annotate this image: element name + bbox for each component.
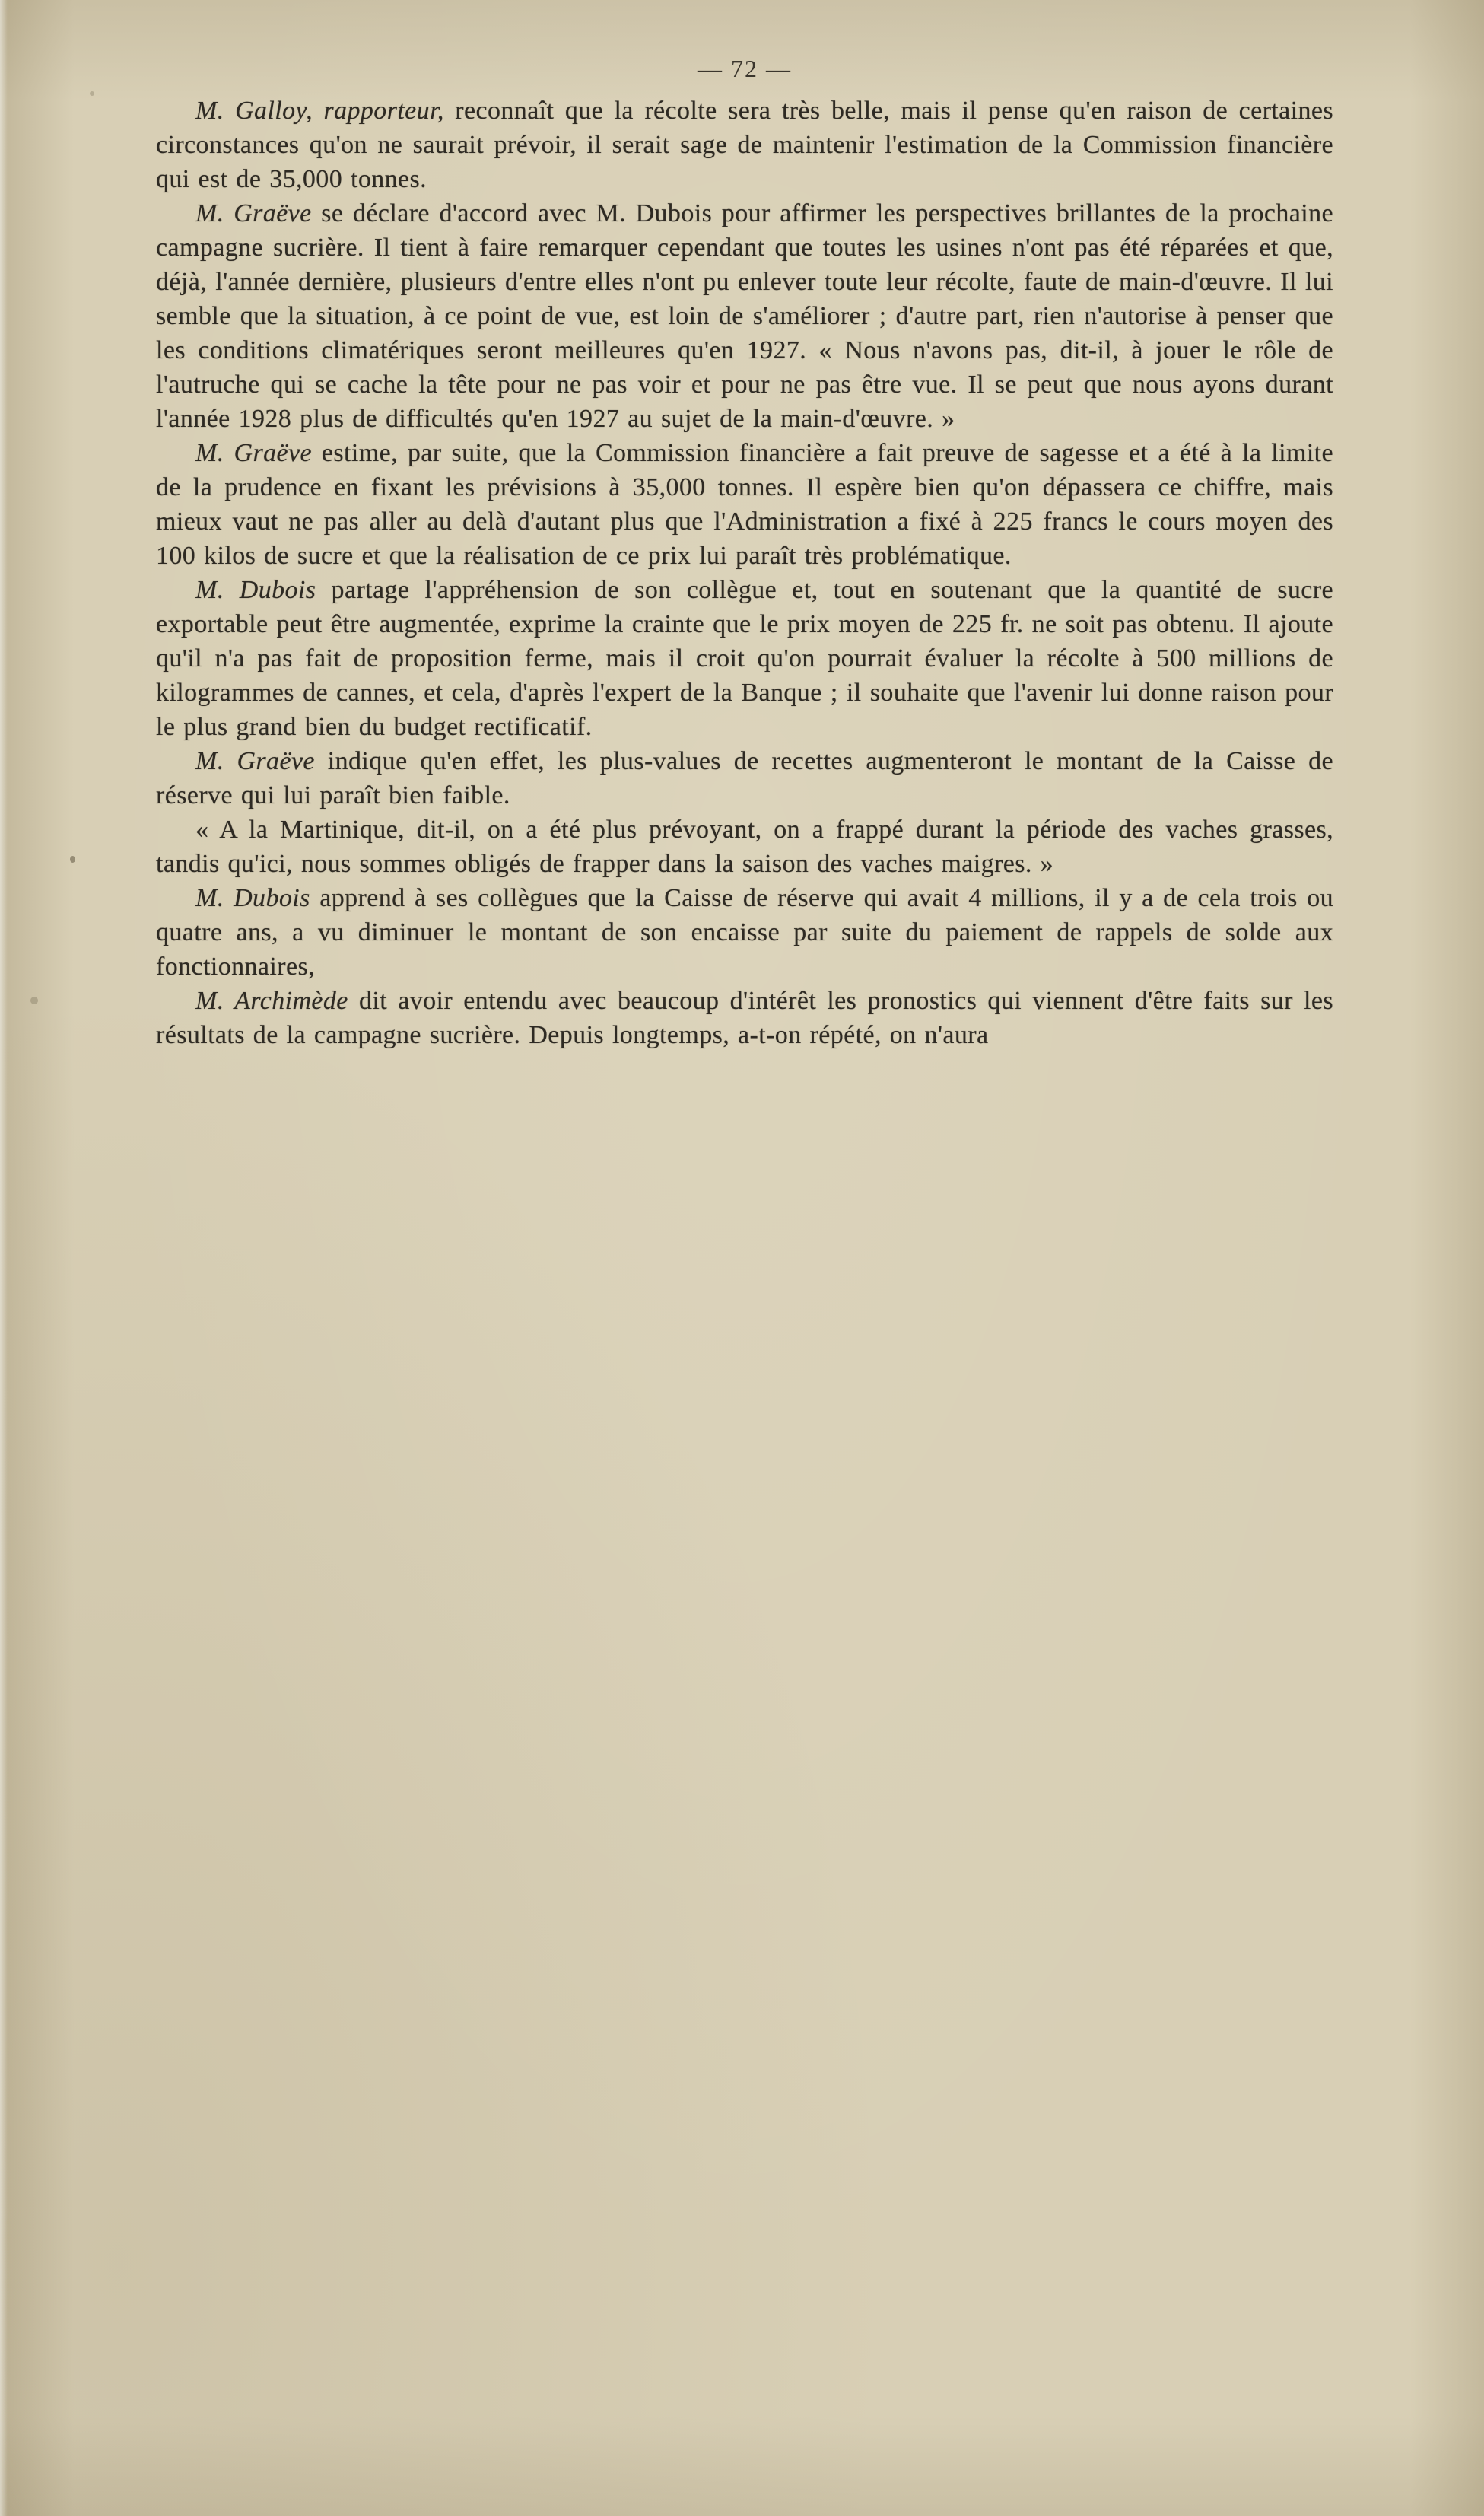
paragraph-text: « A la Martinique, dit-il, on a été plus prévoyant, on a frappé durant la période des vaches grasses, tandis qu'ici, nous sommes obligés de frapper dans la saison des vaches maigres. » [156, 816, 1333, 878]
paragraph-graeve-3 [156, 744, 1333, 813]
ink-speck [70, 856, 75, 863]
ink-speck [90, 91, 94, 96]
text-block [156, 55, 1333, 1052]
speaker-name: M. Graëve [195, 439, 313, 467]
paragraph-martinique-quote [156, 813, 1333, 881]
speaker-name: M. Dubois [195, 576, 316, 604]
paragraph-archimede [156, 984, 1333, 1052]
ink-speck [30, 997, 38, 1004]
paragraph-text: partage l'appréhension de son collègue et, tout en soutenant que la quantité de sucre exportable peut être augmentée, exprime la crainte que le prix moyen de 225 fr. ne soit pas obtenu. Il ajoute qu'il n'a pas fait de proposition ferme, mais il croit qu'on pourrait évaluer la récolte à 500 millions de kilogrammes de cannes, et cela, d'après l'expert de la Banque ; il souhaite que l'avenir lui donne raison pour le plus grand bien du budget rectificatif. [156, 576, 1333, 741]
paragraph-dubois-2 [156, 881, 1333, 984]
speaker-name: M. Galloy, rapporteur, [195, 97, 444, 125]
speaker-name: M. Graëve [195, 747, 315, 775]
paragraph-text: reconnaît que la récolte sera très belle, mais il pense qu'en raison de certaines circonstances qu'on ne saurait prévoir, il serait sage de maintenir l'estimation de la Commission financière qui est de 35,000 tonnes. [156, 97, 1334, 193]
paragraph-graeve-2 [156, 436, 1333, 573]
paragraph-text: se déclare d'accord avec M. Dubois pour affirmer les perspectives brillantes de la prochaine campagne sucrière. Il tient à faire remarquer cependant que toutes les usines n'ont pas été réparées et que, déjà, l'année dernière, plusieurs d'entre elles n'ont pu enlever toute leur récolte, faute de main-d'œuvre. Il lui semble que la situation, à ce point de vue, est loin de s'améliorer ; d'autre part, rien n'autorise à penser que les conditions climatériques seront meilleures qu'en 1927. « Nous n'avons pas, dit-il, à jouer le rôle de l'autruche qui se cache la tête pour ne pas voir et pour ne pas être vue. Il se peut que nous ayons durant l'année 1928 plus de difficultés qu'en 1927 au sujet de la main-d'œuvre. » [156, 199, 1333, 433]
paragraph-text: dit avoir entendu avec beaucoup d'intérêt les pronostics qui viennent d'être faits sur les résultats de la campagne sucrière. Depuis longtemps, a-t-on répété, on n'aura [156, 987, 1333, 1049]
speaker-name: M. Archimède [195, 987, 348, 1015]
paragraph-dubois-1 [156, 573, 1333, 744]
paragraph-text: indique qu'en effet, les plus-values de recettes augmenteront le montant de la Caisse de réserve qui lui paraît bien faible. [156, 747, 1334, 810]
page-edge [0, 0, 8, 2516]
page-number: — 72 — [698, 55, 792, 82]
paragraph-galloy [156, 94, 1333, 196]
paragraph-graeve-1 [156, 196, 1333, 436]
speaker-name: M. Dubois [195, 884, 310, 912]
speaker-name: M. Graëve [195, 199, 312, 227]
paragraph-text: estime, par suite, que la Commission financière a fait preuve de sagesse et a été à la limite de la prudence en fixant les prévisions à 35,000 tonnes. Il espère bien qu'on dépassera ce chiffre, mais mieux vaut ne pas aller au delà d'autant plus que l'Administration a fixé à 225 francs le cours moyen des 100 kilos de sucre et que la réalisation de ce prix lui paraît très problématique. [156, 439, 1333, 570]
paragraph-text: apprend à ses collègues que la Caisse de réserve qui avait 4 millions, il y a de cela trois ou quatre ans, a vu diminuer le montant de son encaisse par suite du paiement de rappels de solde aux fonctionnaires, [156, 884, 1334, 981]
